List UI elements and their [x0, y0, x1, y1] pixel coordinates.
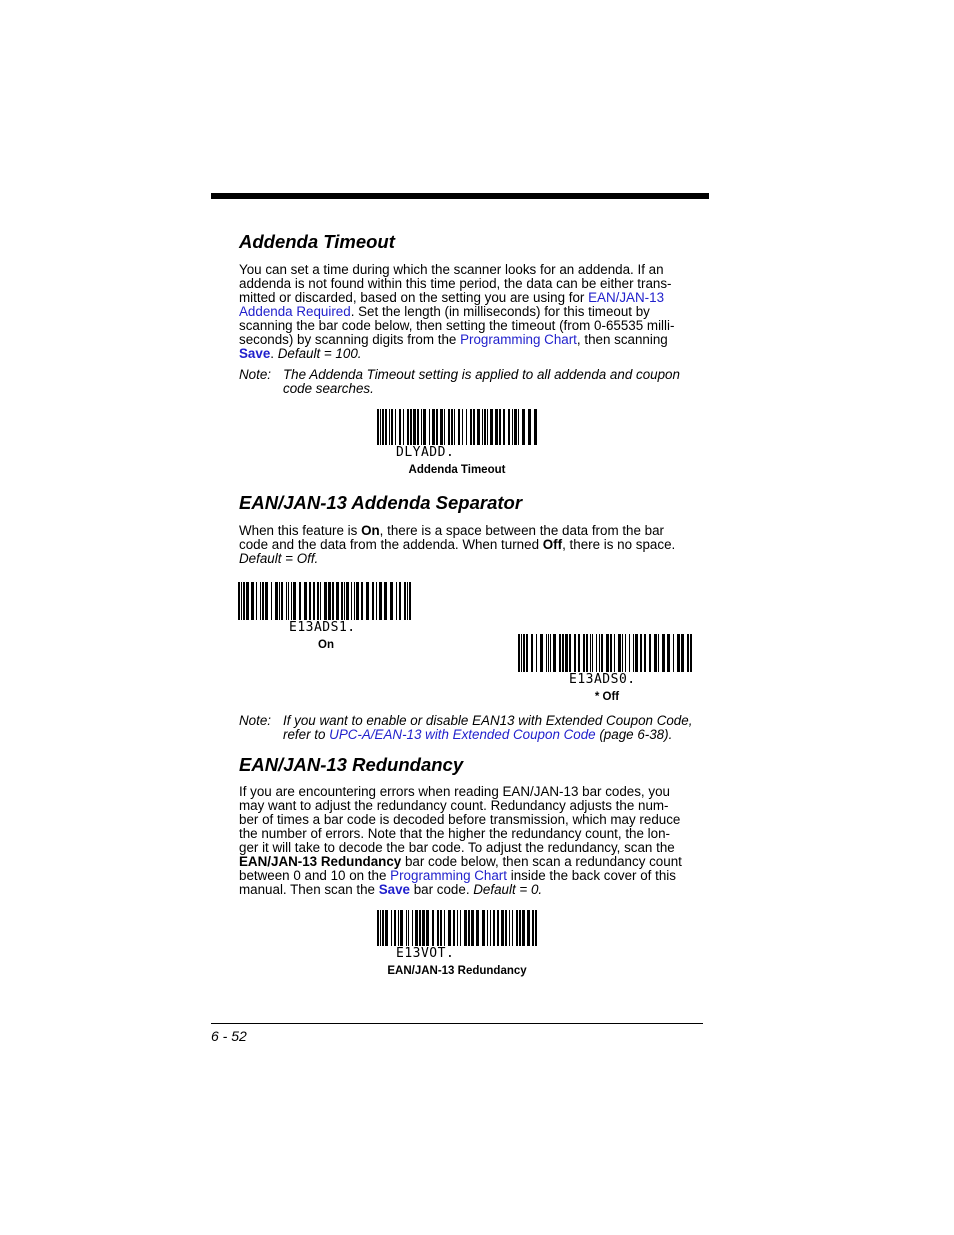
- barcode-dlyadd[interactable]: [377, 409, 537, 445]
- link-ean-jan-13-addenda-required[interactable]: EAN/JAN-13: [588, 290, 665, 305]
- barcode-bars: [518, 634, 692, 672]
- addenda-timeout-description: [239, 263, 704, 361]
- text-line: ber of times a bar code is decoded before transmission, which may reduce: [239, 812, 681, 827]
- text-span: manual. Then scan the: [239, 882, 379, 897]
- text-line: [239, 883, 704, 897]
- text-span: refer to: [283, 727, 330, 742]
- text-on: On: [361, 523, 380, 538]
- note-label: Note:: [239, 713, 272, 728]
- note-body: [283, 368, 680, 396]
- link-addenda-required[interactable]: Addenda Required: [239, 304, 351, 319]
- barcode-bars: [377, 409, 537, 445]
- text-span: .: [270, 346, 278, 361]
- default-value: Default = Off.: [239, 551, 319, 566]
- text-line: [239, 347, 704, 361]
- barcode-caption-on: On: [318, 639, 334, 651]
- redundancy-description: [239, 785, 704, 897]
- barcode-text: E13ADS0.: [569, 672, 636, 687]
- text-span: inside the back cover of this: [507, 868, 676, 883]
- addenda-separator-description: [239, 524, 704, 566]
- text-span: seconds) by scanning digits from the: [239, 332, 461, 347]
- text-span: When this feature is: [239, 523, 362, 538]
- barcode-bars: [238, 582, 412, 620]
- text-span: .: [357, 346, 362, 361]
- text-line: [239, 305, 704, 319]
- text-span: bar code.: [409, 882, 474, 897]
- barcode-caption: EAN/JAN-13 Redundancy: [387, 965, 527, 977]
- footer-rule: [211, 1023, 703, 1024]
- text-line: If you are encountering errors when reading EAN/JAN-13 bar codes, you: [239, 784, 670, 799]
- link-save[interactable]: Save: [239, 346, 271, 361]
- text-span: EAN/JAN-13 Redundancy: [239, 854, 402, 869]
- text-line: [239, 538, 704, 552]
- barcode-caption-off: * Off: [594, 691, 620, 703]
- text-span: between 0 and 10 on the: [239, 868, 391, 883]
- barcode-text: E13VOT.: [396, 946, 455, 961]
- text-off: Off: [542, 537, 563, 552]
- barcode-caption: Addenda Timeout: [408, 464, 506, 476]
- text-span: (page 6-38).: [595, 727, 673, 742]
- text-span: code and the data from the addenda. When turned: [239, 537, 543, 552]
- text-line: ger it will take to decode the bar code. To adjust the redundancy, scan the: [239, 840, 675, 855]
- text-line: [239, 855, 704, 869]
- note-label: Note:: [239, 367, 272, 382]
- text-line: [239, 524, 704, 538]
- text-line: addenda is not found within this time period, the data can be either trans-: [239, 276, 672, 291]
- link-save[interactable]: Save: [378, 882, 410, 897]
- text-line: scanning the bar code below, then setting the timeout (from 0-65535 milli-: [239, 318, 675, 333]
- text-line: [239, 869, 704, 883]
- default-value: Default = 0: [473, 882, 539, 897]
- section-title-addenda-timeout: Addenda Timeout: [239, 231, 395, 252]
- text-span: , there is no space.: [562, 537, 676, 552]
- text-line: may want to adjust the redundancy count. Redundancy adjusts the num-: [239, 798, 669, 813]
- text-line: code searches.: [283, 381, 374, 396]
- text-line: [239, 291, 704, 305]
- text-line: the number of errors. Note that the higher the redundancy count, the lon-: [239, 826, 670, 841]
- link-programming-chart[interactable]: Programming Chart: [460, 332, 577, 347]
- barcode-text: DLYADD.: [396, 445, 455, 460]
- text-span: , then scanning: [576, 332, 668, 347]
- text-span: .: [538, 882, 543, 897]
- link-extended-coupon-code[interactable]: UPC-A/EAN-13 with Extended Coupon Code: [329, 727, 596, 742]
- barcode-bars: [377, 910, 537, 946]
- section-title-addenda-separator: EAN/JAN-13 Addenda Separator: [239, 492, 523, 513]
- barcode-e13ads1-on[interactable]: [238, 582, 412, 620]
- barcode-e13ads0-off[interactable]: [518, 634, 692, 672]
- note-body: [283, 714, 692, 742]
- text-line: [239, 333, 704, 347]
- section-title-redundancy: EAN/JAN-13 Redundancy: [239, 754, 464, 775]
- text-line: If you want to enable or disable EAN13 with Extended Coupon Code,: [283, 713, 693, 728]
- default-value: Default = 100: [277, 346, 358, 361]
- text-span: mitted or discarded, based on the setting you are using for: [239, 290, 589, 305]
- text-line: The Addenda Timeout setting is applied to all addenda and coupon: [283, 367, 680, 382]
- link-programming-chart[interactable]: Programming Chart: [390, 868, 507, 883]
- text-line: You can set a time during which the scanner looks for an addenda. If an: [239, 262, 664, 277]
- text-span: bar code below, then scan a redundancy count: [401, 854, 682, 869]
- text-span: . Set the length (in milliseconds) for this timeout by: [350, 304, 650, 319]
- top-rule: [211, 193, 709, 199]
- text-span: , there is a space between the data from the bar: [379, 523, 665, 538]
- barcode-text: E13ADS1.: [289, 620, 356, 635]
- text-line: [283, 728, 692, 742]
- page-number: 6 - 52: [211, 1028, 247, 1044]
- barcode-e13vot[interactable]: [377, 910, 537, 946]
